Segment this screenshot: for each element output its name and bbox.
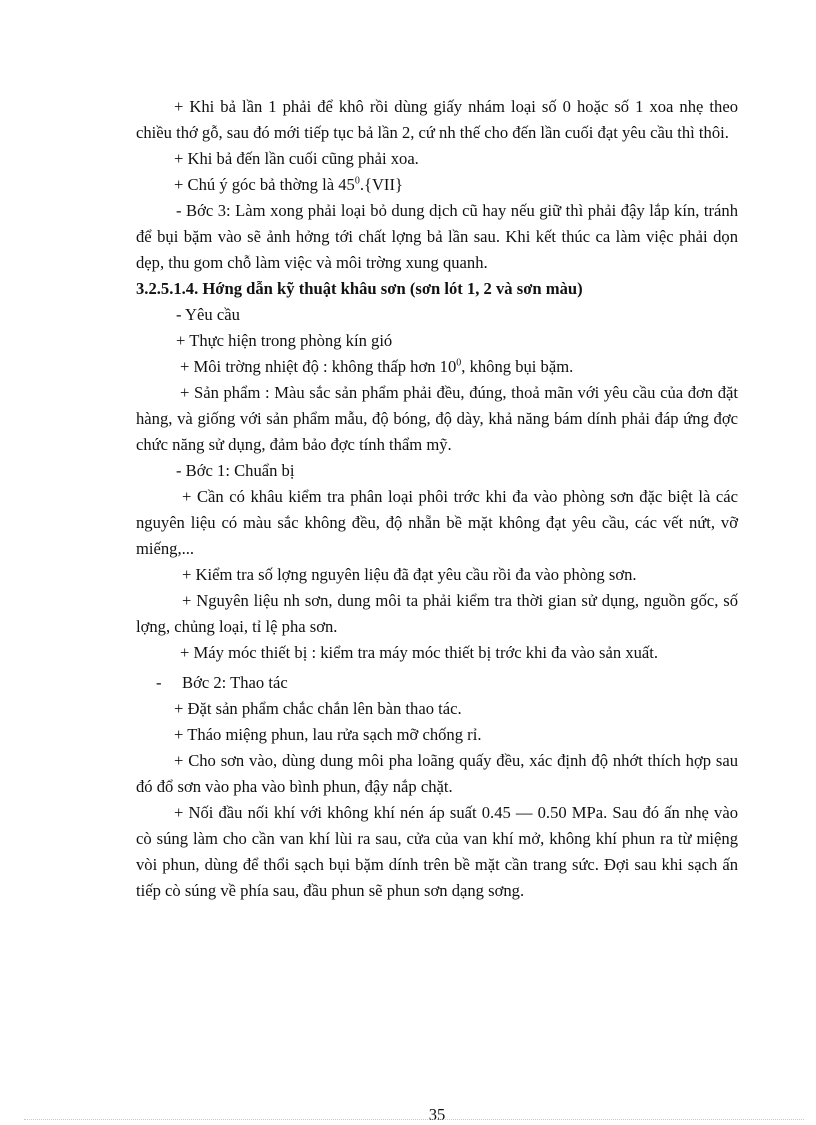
paragraph-text: - Bớc 3: Làm xong phải loại bỏ dung dịch cũ hay nếu giữ thì phải đậy lắp kín, tránh để bụi bặm vào sẽ ảnh hởng tới chất lợng bả lần sau. Khi kết thúc ca làm việc phải dọn dẹp, thu gom chỗ làm việc và môi trờng xung quanh. (136, 201, 738, 272)
paragraph-requirements (136, 302, 738, 328)
paragraph-step-1 (136, 458, 738, 484)
paragraph-text: + Đặt sản phẩm chắc chắn lên bàn thao tác. (174, 699, 462, 718)
superscript-degree: 0 (354, 175, 360, 187)
paragraph-nozzle (136, 722, 738, 748)
paragraph-text: .{VII} (359, 175, 403, 194)
paragraph-machines (136, 640, 738, 666)
paragraph-quantity-check (136, 562, 738, 588)
paragraph-product (136, 380, 738, 458)
paragraph-temperature (136, 354, 738, 380)
superscript-degree: 0 (456, 357, 462, 369)
section-heading: 3.2.5.1.4. Hớng dẫn kỹ thuật khâu sơn (sơn lót 1, 2 và sơn màu) (136, 279, 583, 298)
paragraph-angle-note (136, 172, 738, 198)
paragraph-text: + Kiểm tra số lợng nguyên liệu đã đạt yêu cầu rồi đa vào phòng sơn. (182, 565, 637, 584)
paragraph-text: + Khi bả lần 1 phải để khô rồi dùng giấy nhám loại số 0 hoặc số 1 xoa nhẹ theo chiều thớ gỗ, sau đó mới tiếp tục bả lần 2, cứ nh thế cho đến lần cuối đạt yêu cầu thì thôi. (136, 97, 738, 142)
paragraph-text: + Chú ý góc bả thờng là 45 (174, 175, 355, 194)
paragraph-inspection (136, 484, 738, 562)
paragraph-text: + Cho sơn vào, dùng dung môi pha loãng quấy đều, xác định độ nhớt thích hợp sau đó đổ sơn vào pha vào bình phun, đậy nắp chặt. (136, 751, 738, 796)
paragraph-mix-paint (136, 748, 738, 800)
paragraph-text: Bớc 2: Thao tác (182, 673, 288, 692)
paragraph-text: + Nối đầu nối khí với không khí nén áp suất 0.45 — 0.50 MPa. Sau đó ấn nhẹ vào cò súng làm cho cần van khí lùi ra sau, cửa của van khí mở, không khí phun ra từ miệng vòi phun, dùng để thổi sạch bụi bặm dính trên bề mặt cần trang sức. Đợi sau khi sạch ấn tiếp cò súng về phía sau, đầu phun sẽ phun sơn dạng sơng. (136, 803, 738, 900)
paragraph-sanding-first-coat (136, 94, 738, 146)
paragraph-text: + Môi trờng nhiệt độ : không thấp hơn 10 (180, 357, 457, 376)
paragraph-text: + Tháo miệng phun, lau rửa sạch mỡ chống rỉ. (174, 725, 482, 744)
bullet-dash: - (156, 673, 162, 692)
page-body (136, 94, 738, 904)
paragraph-room (136, 328, 738, 354)
paragraph-text: - Bớc 1: Chuẩn bị (176, 461, 295, 480)
page-number: 35 (428, 1105, 446, 1124)
paragraph-text: - Yêu cầu (176, 305, 240, 324)
paragraph-last-coat (136, 146, 738, 172)
paragraph-text: + Nguyên liệu nh sơn, dung môi ta phải kiểm tra thời gian sử dụng, nguồn gốc, số lợng, chủng loại, tỉ lệ pha sơn. (136, 591, 738, 636)
paragraph-place-product (136, 696, 738, 722)
paragraph-text: + Cần có khâu kiểm tra phân loại phôi trớc khi đa vào phòng sơn đặc biệt là các nguyên liệu có màu sắc không đều, độ nhẵn bề mặt không đạt yêu cầu, các vết nứt, vỡ miếng,... (136, 487, 738, 558)
paragraph-materials (136, 588, 738, 640)
paragraph-text: + Sản phẩm : Màu sắc sản phẩm phải đều, đúng, thoả mãn với yêu cầu của đơn đặt hàng, và giống với sản phẩm mẫu, độ bóng, độ dày, khả năng bám dính phải đáp ứng đợc chức năng sử dụng, đảm bảo đợc tính thẩm mỹ. (136, 383, 738, 454)
paragraph-text: + Thực hiện trong phòng kín gió (176, 331, 393, 350)
paragraph-text: + Máy móc thiết bị : kiểm tra máy móc thiết bị trớc khi đa vào sản xuất. (180, 643, 659, 662)
paragraph-text: , không bụi bặm. (461, 357, 574, 376)
paragraph-air-pressure (136, 800, 738, 904)
paragraph-step-3 (136, 198, 738, 276)
paragraph-text: + Khi bả đến lần cuối cũng phải xoa. (174, 149, 419, 168)
paragraph-step-2 (136, 670, 738, 696)
footer-divider (24, 1119, 804, 1120)
